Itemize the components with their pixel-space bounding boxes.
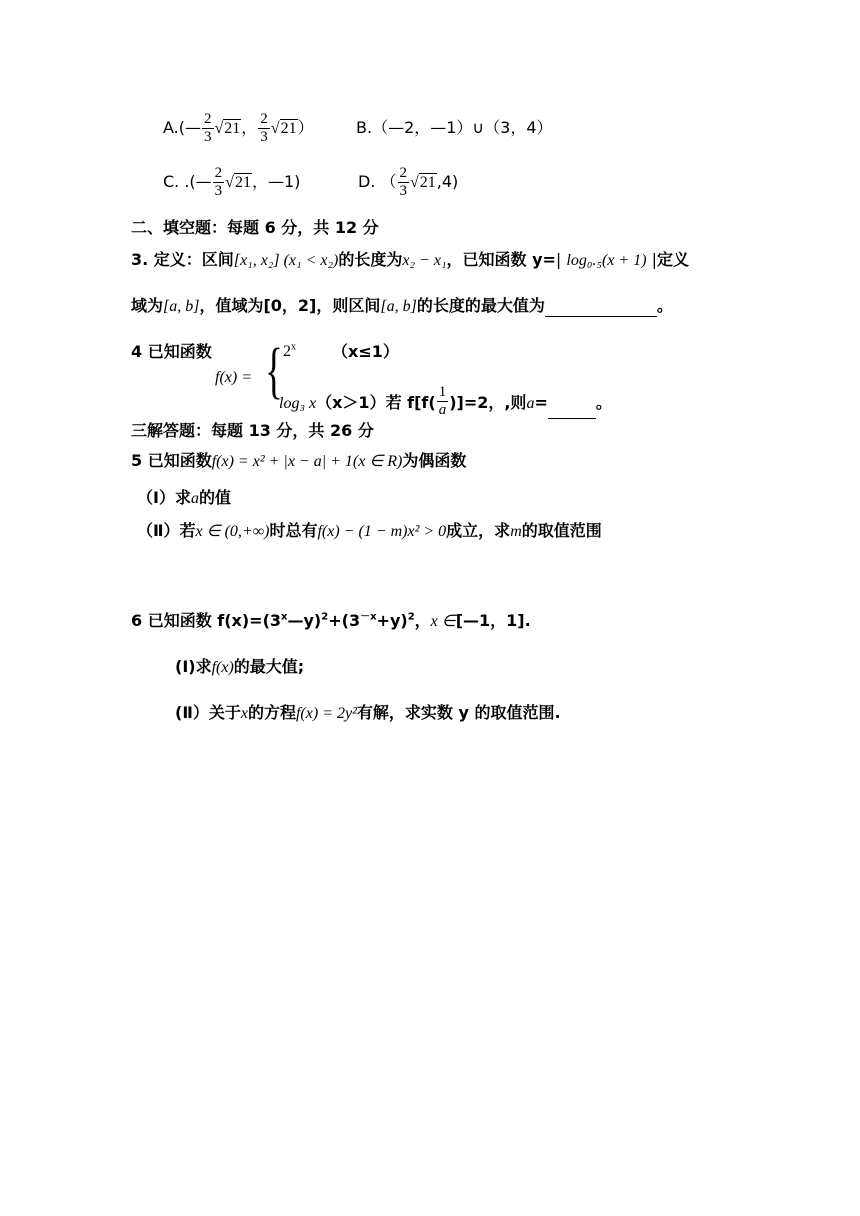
q4-case-2: log₃ x（x＞1）若 f[f( $\frac{1}{a}$ )]=2，,则a= 。 — [279, 384, 612, 418]
option-a-fraction-2: $\frac{2}{3}$ — [260, 111, 268, 145]
q5-part-1: （Ⅰ）求a的值 — [137, 488, 231, 507]
option-a-fraction-1: $\frac{2}{3}$ — [204, 111, 212, 145]
q6-part-1: (Ⅰ)求f(x)的最大值; — [175, 657, 305, 676]
q5-line: 5 已知函数f(x) = x² + |x − a| + 1(x ∈ R)为偶函数 — [131, 451, 467, 470]
q4-brace: { — [265, 337, 283, 405]
option-a: A.(— $\frac{2}{3}$ √21， $\frac{2}{3}$ √21） — [163, 111, 314, 145]
option-c: C. .(— $\frac{2}{3}$ √21，—1) — [163, 165, 301, 199]
option-d: D. （ $\frac{2}{3}$ √21,4) — [358, 165, 459, 199]
q4-fraction: $\frac{1}{a}$ — [438, 384, 447, 418]
q4-case-1-condition: （x≤1） — [332, 342, 399, 361]
q6-part-2: (Ⅱ）关于x的方程f(x) = 2y²有解，求实数 y 的取值范围. — [175, 703, 561, 722]
q3-answer-blank[interactable] — [545, 300, 657, 317]
q5-part-2: （Ⅱ）若x ∈ (0,+∞)时总有f(x) − (1 − m)x² > 0成立，求m的取值范围 — [137, 521, 602, 540]
q6-line: 6 已知函数 $f(x)=(3^x—y)^2+(3^{-x}+y)^2$，x ∈[—1，1]. — [131, 611, 531, 630]
option-c-fraction: $\frac{2}{3}$ — [214, 165, 223, 199]
option-a-sqrt-2: √21 — [270, 120, 297, 137]
section-3-heading: 三解答题：每题 13 分，共 26 分 — [131, 421, 374, 440]
option-c-sqrt: √21 — [225, 174, 251, 191]
option-d-sqrt: √21 — [410, 174, 436, 191]
option-d-fraction: $\frac{2}{3}$ — [399, 165, 407, 199]
q3-line-2: 域为[a, b]，值域为[0，2]，则区间[a, b]的长度的最大值为 。 — [131, 296, 673, 315]
section-2-heading: 二、填空题：每题 6 分，共 12 分 — [131, 218, 379, 237]
q4-case-1-value: 2$^x$ — [283, 341, 296, 360]
q4-intro: 4 已知函数 — [131, 342, 212, 361]
option-a-sqrt-1: √21 — [214, 120, 241, 137]
option-a-prefix: A.(— — [163, 118, 201, 137]
option-b: B.（—2，—1）∪（3，4） — [356, 118, 553, 137]
q3-line-1: 3. 定义：区间[x₁, x₂] (x₁ < x₂)的长度为x₂ − x₁，已知函数 y=| log₀.₅(x + 1) |定义 — [131, 250, 690, 269]
q4-fx: f(x) = — [215, 369, 252, 386]
q4-answer-blank[interactable] — [548, 402, 596, 419]
